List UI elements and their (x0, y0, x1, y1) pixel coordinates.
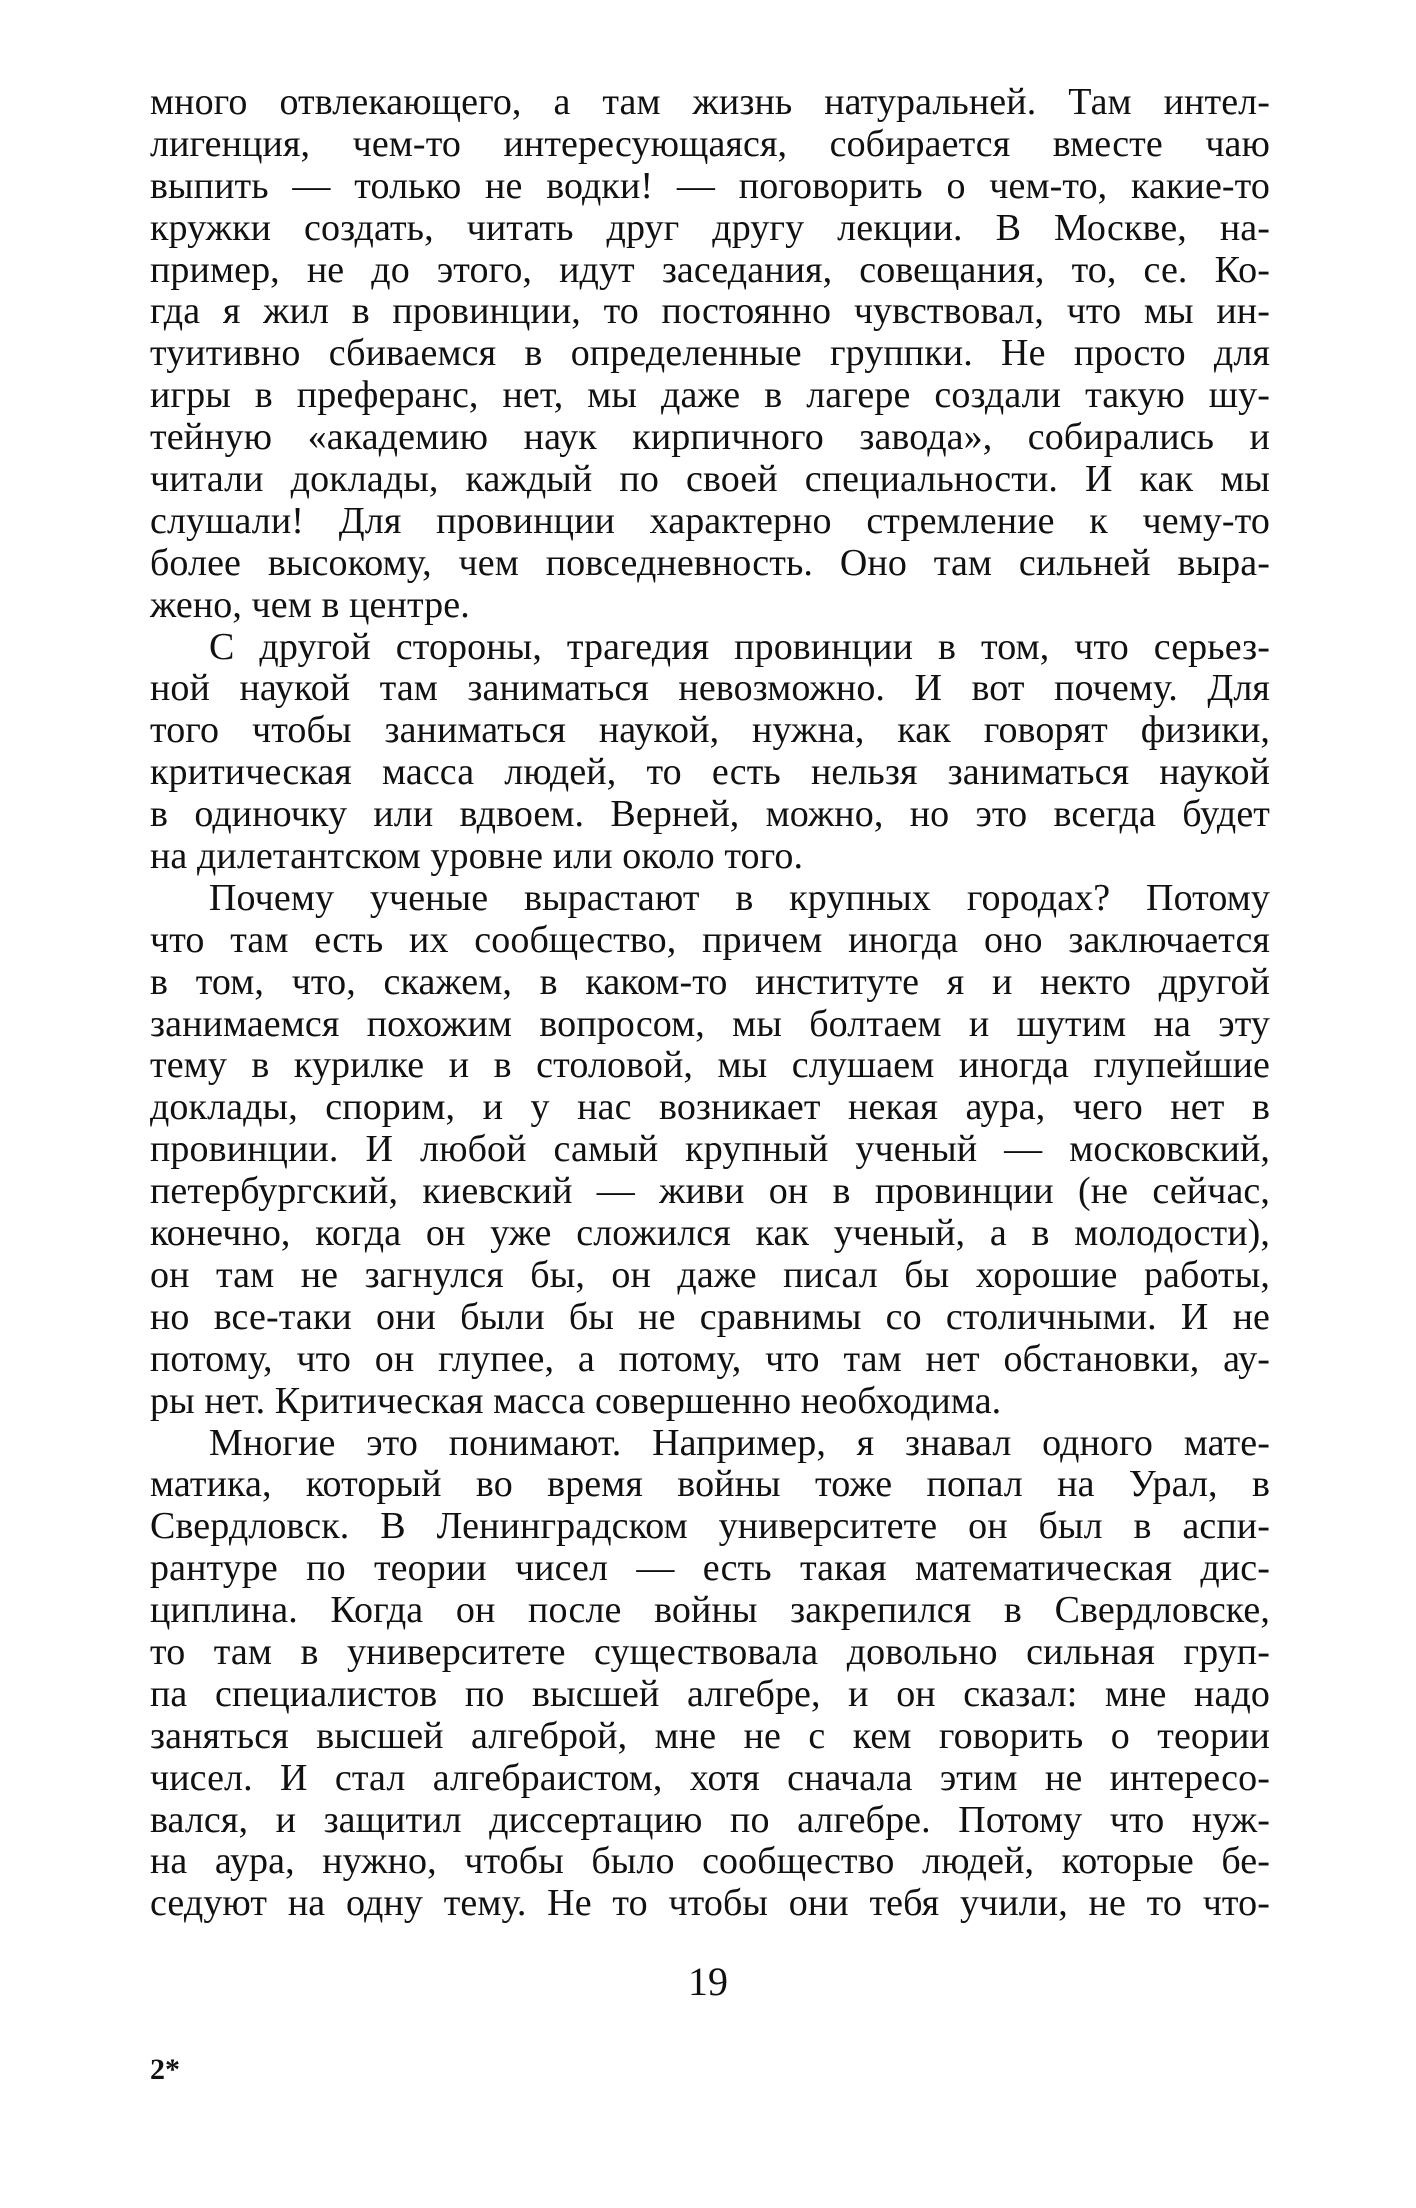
text-line: туитивно сбиваемся в определенные группки. Не просто для (150, 332, 1270, 375)
text-line: тему в курилке и в столовой, мы слушаем иногда глупейшие (150, 1044, 1270, 1087)
text-line: в одиночку или вдвоем. Верней, можно, но это всегда будет (150, 793, 1270, 836)
text-line: занимаемся похожим вопросом, мы болтаем и шутим на эту (150, 1002, 1270, 1045)
text-line: на дилетантском уровне или около того. (150, 835, 804, 878)
text-line: Почему ученые вырастают в крупных городах? Потому (209, 876, 1270, 919)
text-line: вался, и защитил диссертацию по алгебре. Потому что нуж- (150, 1798, 1270, 1841)
text-line: матика, который во время войны тоже попал на Урал, в (150, 1463, 1270, 1506)
text-line: чисел. И стал алгебраистом, хотя сначала этим не интересо- (150, 1756, 1270, 1799)
text-line: рантуре по теории чисел — есть такая математическая дис- (150, 1547, 1270, 1590)
text-line: но все-таки они были бы не сравнимы со столичными. И не (150, 1295, 1270, 1338)
text-line: более высокому, чем повседневность. Оно там сильней выра- (150, 541, 1270, 584)
text-line: игры в преферанс, нет, мы даже в лагере создали такую шу- (150, 374, 1270, 417)
text-line: пример, не до этого, идут заседания, совещания, то, се. Ко- (150, 248, 1270, 291)
text-line: конечно, когда он уже сложился как ученый, а в молодости), (150, 1212, 1270, 1255)
text-line: петербургский, киевский — живи он в провинции (не сейчас, (150, 1170, 1270, 1213)
text-line: Свердловск. В Ленинградском университете он был в аспи- (150, 1505, 1270, 1548)
text-line: читали доклады, каждый по своей специальности. И как мы (150, 458, 1270, 501)
text-line: ры нет. Критическая масса совершенно необходима. (150, 1379, 1002, 1422)
text-line: заняться высшей алгеброй, мне не с кем говорить о теории (150, 1714, 1270, 1757)
text-line: он там не загнулся бы, он даже писал бы хорошие работы, (150, 1253, 1270, 1296)
text-line: много отвлекающего, а там жизнь натуральней. Там интел- (150, 81, 1270, 123)
text-line: то там в университете существовала довольно сильная груп- (150, 1630, 1270, 1673)
text-line: потому, что он глупее, а потому, что там нет обстановки, ау- (150, 1337, 1270, 1380)
text-line: слушали! Для провинции характерно стремление к чему-то (150, 499, 1270, 542)
text-line: ной наукой там заниматься невозможно. И вот почему. Для (150, 667, 1270, 710)
text-line: кружки создать, читать друг другу лекции. В Москве, на- (150, 206, 1270, 249)
page-number: 19 (688, 1959, 728, 2004)
text-line: критическая масса людей, то есть нельзя заниматься наукой (150, 751, 1270, 794)
text-line: па специалистов по высшей алгебре, и он сказал: мне надо (150, 1672, 1270, 1715)
text-line: жено, чем в центре. (150, 583, 470, 626)
text-line: провинции. И любой самый крупный ученый — московский, (150, 1128, 1270, 1171)
text-line: С другой стороны, трагедия провинции в том, что серьез- (209, 625, 1270, 668)
body-text (150, 82, 1270, 1925)
text-line: того чтобы заниматься наукой, нужна, как говорят физики, (150, 709, 1270, 752)
text-line: тейную «академию наук кирпичного завода», собирались и (150, 416, 1270, 459)
text-line: в том, что, скажем, в каком-то институте я и некто другой (150, 960, 1270, 1003)
text-line: доклады, спорим, и у нас возникает некая аура, чего нет в (150, 1086, 1270, 1129)
text-line: гда я жил в провинции, то постоянно чувствовал, что мы ин- (150, 290, 1270, 333)
text-line: выпить — только не водки! — поговорить о чем-то, какие-то (150, 164, 1270, 207)
text-line: седуют на одну тему. Не то чтобы они тебя учили, не то что- (150, 1882, 1270, 1925)
text-line: циплина. Когда он после войны закрепился в Свердловске, (150, 1589, 1270, 1632)
text-line: что там есть их сообщество, причем иногда оно заключается (150, 918, 1270, 961)
text-line: лигенция, чем-то интересующаяся, собирается вместе чаю (150, 122, 1270, 165)
signature-mark: 2* (150, 2053, 180, 2086)
text-line: Многие это понимают. Например, я знавал одного мате- (209, 1421, 1270, 1464)
text-line: на аура, нужно, чтобы было сообщество людей, которые бе- (150, 1840, 1270, 1883)
